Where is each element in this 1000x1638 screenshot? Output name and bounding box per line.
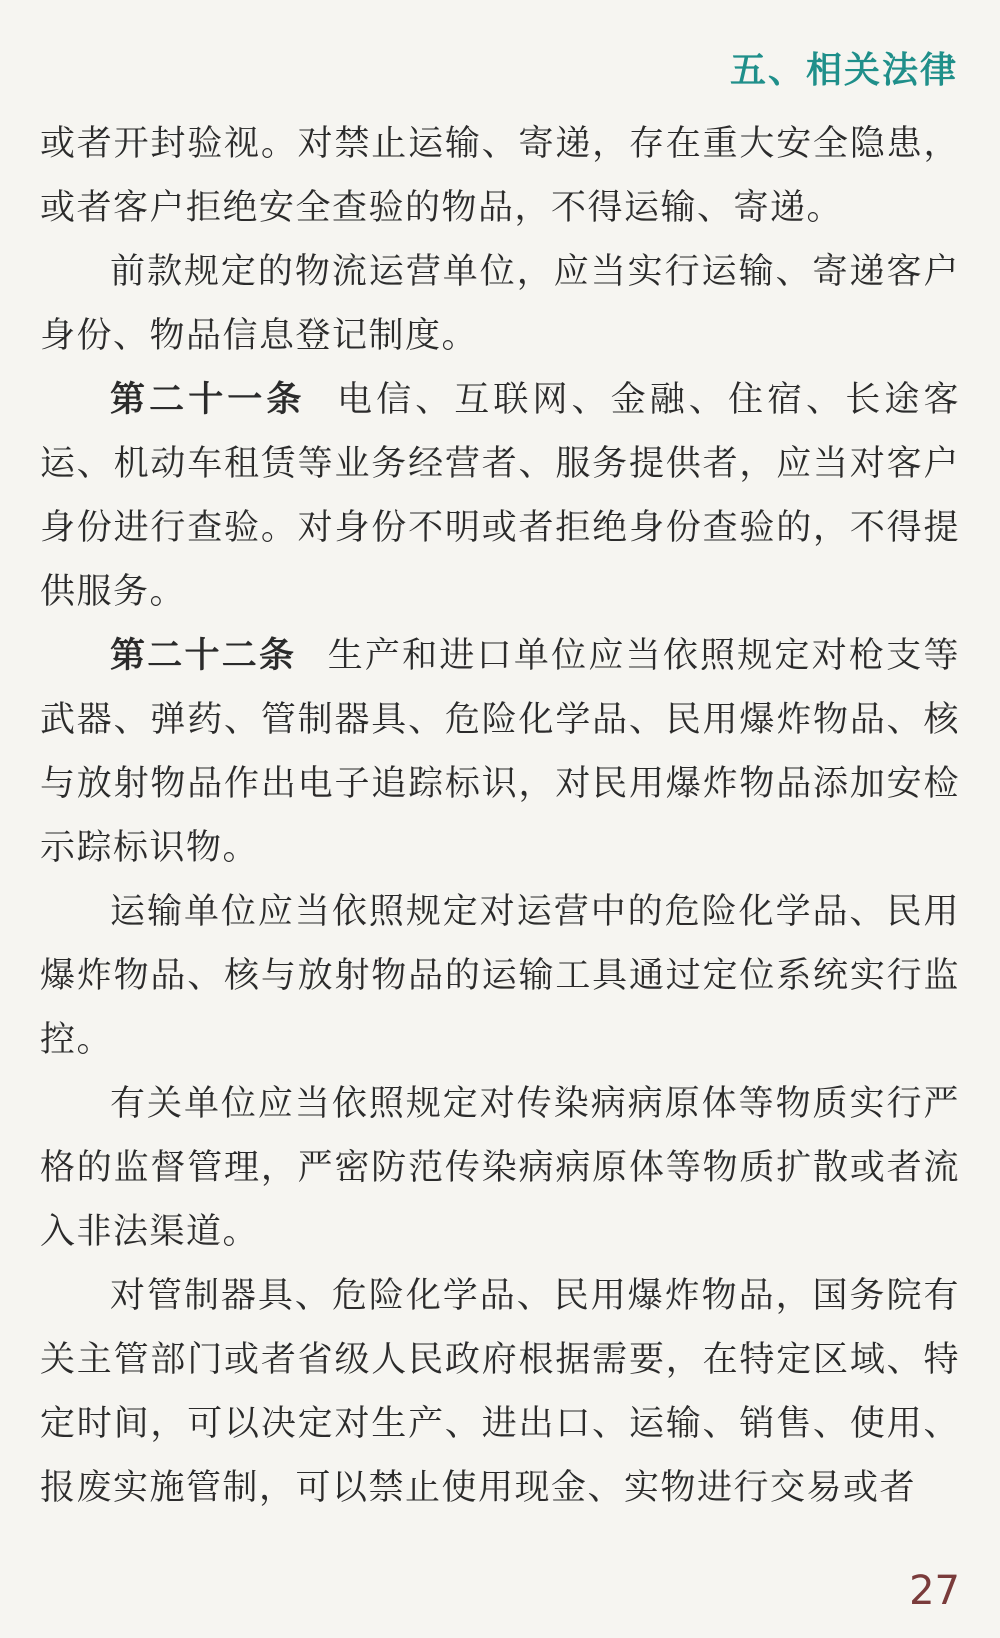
paragraph-7-text: 对管制器具、危险化学品、民用爆炸物品，国务院有关主管部门或者省级人民政府根据需要，在特定区域、特定时间，可以决定对生产、进出口、运输、销售、使用、报废实施管制，可以禁止使用现金、实物进行交易或者 bbox=[40, 1276, 960, 1508]
page-number: 27 bbox=[909, 1568, 960, 1614]
article-number-21: 第二十一条 bbox=[110, 380, 306, 420]
paragraph-2 bbox=[40, 240, 960, 368]
paragraph-2-text: 前款规定的物流运营单位，应当实行运输、寄递客户身份、物品信息登记制度。 bbox=[40, 252, 960, 356]
section-title: 五、相关法律 bbox=[729, 50, 958, 91]
article-number-22: 第二十二条 bbox=[110, 636, 297, 676]
article-body bbox=[40, 112, 960, 1520]
paragraph-1-text: 或者开封验视。对禁止运输、寄递，存在重大安全隐患，或者客户拒绝安全查验的物品，不得运输、寄递。 bbox=[40, 124, 960, 228]
paragraph-4-text: 生产和进口单位应当依照规定对枪支等武器、弹药、管制器具、危险化学品、民用爆炸物品、核与放射物品作出电子追踪标识，对民用爆炸物品添加安检示踪标识物。 bbox=[40, 636, 960, 868]
paragraph-5-text: 运输单位应当依照规定对运营中的危险化学品、民用爆炸物品、核与放射物品的运输工具通过定位系统实行监控。 bbox=[40, 892, 960, 1060]
paragraph-4 bbox=[40, 624, 960, 880]
paragraph-1 bbox=[40, 112, 960, 240]
paragraph-5 bbox=[40, 880, 960, 1072]
paragraph-6 bbox=[40, 1072, 960, 1264]
paragraph-6-text: 有关单位应当依照规定对传染病病原体等物质实行严格的监督管理，严密防范传染病病原体等物质扩散或者流入非法渠道。 bbox=[40, 1084, 960, 1252]
paragraph-3 bbox=[40, 368, 960, 624]
paragraph-7 bbox=[40, 1264, 960, 1520]
paragraph-3-text: 电信、互联网、金融、住宿、长途客运、机动车租赁等业务经营者、服务提供者，应当对客户身份进行查验。对身份不明或者拒绝身份查验的，不得提供服务。 bbox=[40, 380, 960, 612]
